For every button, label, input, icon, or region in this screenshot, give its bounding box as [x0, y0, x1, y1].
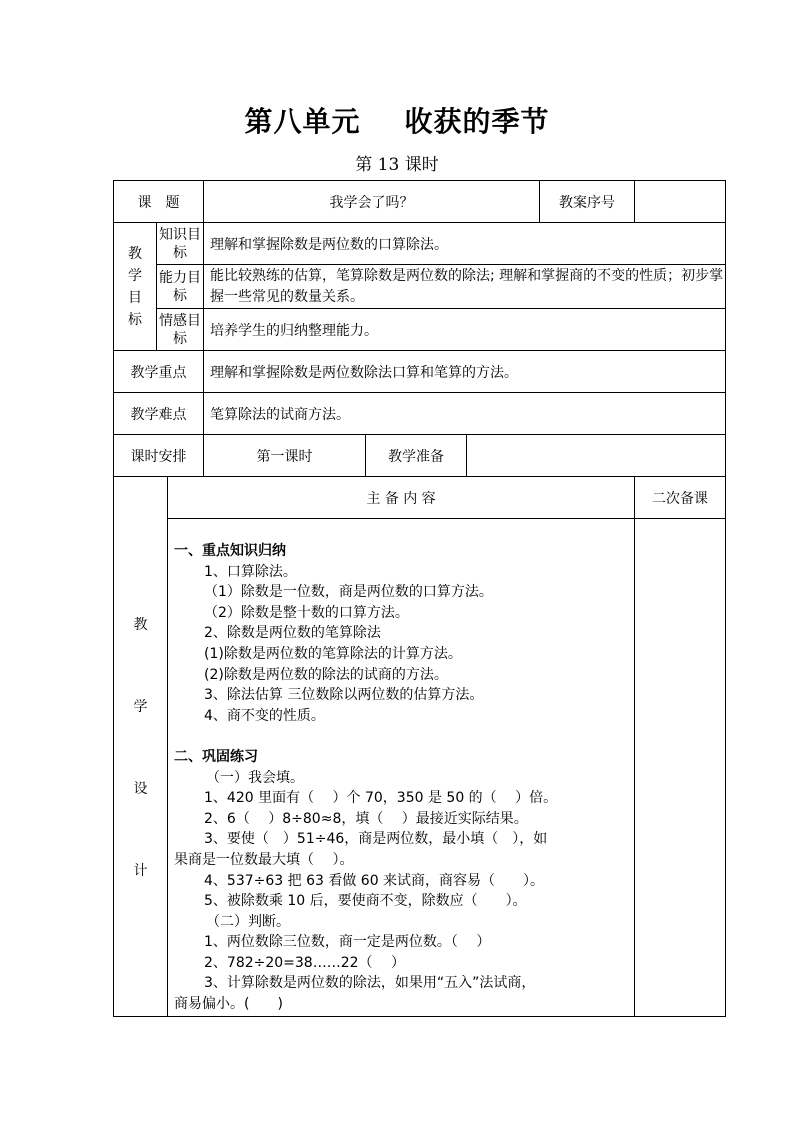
page-title — [0, 100, 794, 140]
item-text: 2、782÷20=38……22（ ） — [204, 954, 405, 971]
main-content-header: 主 备 内 容 — [168, 477, 635, 519]
item-text: （1）除数是一位数，商是两位数的口算方法。 — [204, 584, 493, 601]
item-text: （一）我会填。 — [206, 769, 304, 786]
design-side-label: 教 学 设 计 — [114, 477, 168, 1017]
key-point-label: 教学重点 — [114, 351, 204, 393]
item-text: 3、计算除数是两位数的除法，如果用“五入”法试商， — [204, 975, 536, 992]
item-text: 3、除法估算 三位数除以两位数的估算方法。 — [204, 687, 484, 704]
second-prep-content — [635, 519, 726, 1017]
section-2-title: 二、巩固练习 — [174, 748, 258, 765]
goals-side-label: 教 学 目 标 — [114, 223, 157, 351]
item-text: 1、口算除法。 — [204, 563, 297, 580]
item-text: 4、商不变的性质。 — [204, 707, 325, 724]
lesson-plan-table — [113, 180, 726, 1017]
goal-emotion-text: 培养学生的归纳整理能力。 — [204, 309, 726, 351]
item-text: (1)除数是两位数的笔算除法的计算方法。 — [204, 645, 462, 662]
item-text: 5、被除数乘 10 后，要使商不变，除数应（ ）。 — [204, 893, 527, 910]
item-text: 果商是一位数最大填（ ）。 — [174, 851, 354, 868]
goal-emotion-row — [114, 309, 726, 351]
lesson-number: 第 13 课时 — [355, 155, 439, 175]
plan-number-label: 教案序号 — [540, 181, 635, 223]
design-content-row — [114, 519, 726, 1017]
goal-ability-row — [114, 265, 726, 309]
difficulty-text: 笔算除法的试商方法。 — [204, 393, 726, 435]
goal-ability-text: 能比较熟练的估算，笔算除数是两位数的除法; 理解和掌握商的不变的性质；初步掌握一些常见的数量关系。 — [204, 265, 726, 309]
item-text: 2、除数是两位数的笔算除法 — [204, 625, 381, 642]
schedule-label: 课时安排 — [114, 435, 204, 477]
second-prep-header: 二次备课 — [635, 477, 726, 519]
difficulty-label: 教学难点 — [114, 393, 204, 435]
item-text: 1、420 里面有（ ）个 70，350 是 50 的（ ）倍。 — [204, 790, 558, 807]
item-text: （二）判断。 — [206, 913, 290, 930]
item-text: 3、要使（ ）51÷46，商是两位数，最小填（ ），如 — [204, 831, 548, 848]
key-point-text: 理解和掌握除数是两位数除法口算和笔算的方法。 — [204, 351, 726, 393]
main-content — [168, 519, 635, 1017]
item-text: （2）除数是整十数的口算方法。 — [204, 604, 409, 621]
item-text: (2)除数是两位数的除法的试商的方法。 — [204, 666, 448, 683]
item-text: 商易偏小。( ) — [174, 996, 283, 1013]
goal-emotion-label: 情感目标 — [157, 309, 204, 351]
schedule-row — [114, 435, 726, 477]
goal-knowledge-label: 知识目标 — [157, 223, 204, 265]
goal-knowledge-row — [114, 223, 726, 265]
unit-theme: 收获的季节 — [404, 105, 550, 138]
prep-label: 教学准备 — [366, 435, 467, 477]
design-header-row — [114, 477, 726, 519]
item-text: 2、6（ ）8÷80≈8，填（ ）最接近实际结果。 — [204, 810, 528, 827]
goal-knowledge-text: 理解和掌握除数是两位数的口算除法。 — [204, 223, 726, 265]
topic-label: 课 题 — [114, 181, 204, 223]
section-1-title: 一、重点知识归纳 — [174, 543, 286, 559]
topic-value: 我学会了吗？ — [204, 181, 540, 223]
plan-number-value — [635, 181, 726, 223]
key-point-row — [114, 351, 726, 393]
topic-row — [114, 181, 726, 223]
difficulty-row — [114, 393, 726, 435]
item-text: 4、537÷63 把 63 看做 60 来试商，商容易（ ）。 — [204, 872, 545, 889]
goal-ability-label: 能力目标 — [157, 265, 204, 309]
prep-value — [467, 435, 726, 477]
unit-label: 第八单元 — [244, 105, 361, 138]
schedule-value: 第一课时 — [204, 435, 366, 477]
item-text: 1、两位数除三位数，商一定是两位数。（ ） — [204, 934, 491, 951]
